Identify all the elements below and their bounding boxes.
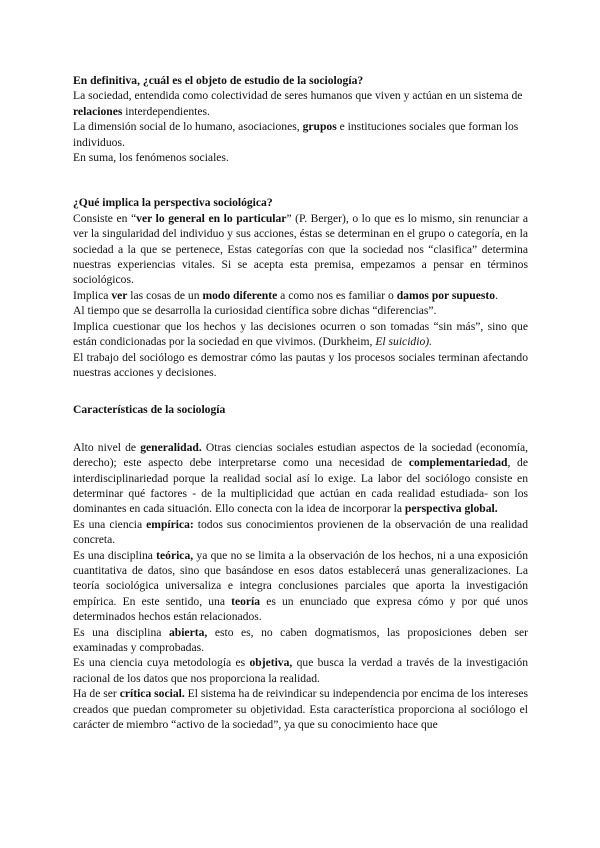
section-heading-object-of-study: En definitiva, ¿cuál es el objeto de estudio de la sociología? — [73, 74, 364, 87]
text: , de interdisciplinariedad porque la realidad social así lo exige. La labor del sociólogo consiste en determinar qué factores - de la multiplicidad que actúan en cada realidad estudiada- son los dominantes en cada situación. Ello conecta con la idea de incorporar la — [73, 456, 528, 516]
text: La sociedad, entendida como colectividad de seres humanos que viven y actúan en un sistema de — [73, 89, 523, 103]
bold-term: generalidad. — [140, 440, 202, 454]
paragraph — [73, 440, 528, 517]
bold-term: perspectiva global. — [404, 502, 498, 516]
paragraph — [73, 625, 528, 656]
text: todos sus conocimientos provienen de la observación de una realidad concreta. — [73, 517, 528, 547]
paragraph — [73, 319, 528, 350]
document-body — [73, 73, 528, 732]
italic-citation: El suicidio). — [375, 335, 433, 349]
text: a como nos es familiar o — [277, 288, 397, 302]
paragraph: En suma, los fenómenos sociales. — [73, 151, 229, 165]
text: es un enunciado que expresa cómo y por qué unos determinados hechos están relacionados. — [73, 594, 528, 624]
bold-term: teórica, — [156, 548, 194, 562]
paragraph: El trabajo del sociólogo es demostrar cómo las pautas y los procesos sociales terminan afectando nuestras acciones y decisiones. — [73, 350, 528, 379]
paragraph: Al tiempo que se desarrolla la curiosidad científica sobre dichas “diferencias”. — [73, 304, 437, 318]
text: Es una ciencia — [73, 517, 147, 531]
bold-term: teoría — [231, 594, 261, 608]
text: Es una disciplina — [73, 625, 169, 639]
text: Es una ciencia cuya metodología es — [73, 656, 250, 670]
paragraph — [73, 119, 528, 150]
bold-term: ver lo general en lo particular — [136, 211, 287, 225]
paragraph — [73, 517, 528, 548]
paragraph — [73, 288, 528, 303]
bold-term: ver — [111, 288, 128, 302]
text: ” (P. Berger), o lo que es lo mismo, sin renunciar a ver la singularidad del individuo y sus acciones, éstas se determinan en el grupo o categoría, en la sociedad a la que se pertenece, Estas categorías con que la sociedad nos “clasifica” determina nuestras experiencias vitales. Si se acepta esta premisa, empezamos a pensar en términos sociológicos. — [73, 211, 528, 287]
text: La dimensión social de lo humano, asociaciones, — [73, 120, 303, 134]
text: las cosas de un — [127, 288, 203, 302]
text: Ha de ser — [73, 687, 120, 701]
text: . — [495, 288, 498, 302]
bold-term: damos por supuesto — [396, 288, 496, 302]
paragraph — [73, 655, 528, 686]
bold-term: relaciones — [73, 104, 123, 118]
text: e instituciones sociales que forman los individuos. — [73, 120, 519, 149]
bold-term: abierta, — [168, 625, 208, 639]
section-heading-characteristics: Características de la sociología — [73, 403, 226, 417]
text: Implica cuestionar que los hechos y las decisiones ocurren o son tomadas “sin más”, sino que están condicionadas por la sociedad en que vivimos. (Durkheim, — [73, 319, 528, 349]
section-heading-sociological-perspective: ¿Qué implica la perspectiva sociológica? — [73, 196, 273, 210]
bold-term: grupos — [302, 120, 337, 134]
text: que busca la verdad a través de la investigación racional de los datos que nos proporciona la realidad. — [73, 656, 528, 685]
text: Es una disciplina — [73, 548, 157, 562]
paragraph — [73, 686, 528, 732]
text: Implica — [73, 288, 112, 302]
paragraph — [73, 88, 528, 119]
spacer — [73, 380, 528, 402]
bold-term: crítica social. — [119, 687, 185, 701]
text: El sistema ha de reivindicar su independencia por encima de los intereses creados que puedan comprometer su objetividad. Esta característica proporciona al sociólogo el carácter de miembro “activo de la sociedad”, ya que su conocimiento hace que — [73, 687, 529, 732]
text: ya que no se limita a la observación de los hechos, ni a una exposición cuantitativa de datos, sino que basándose en esos datos establecerá unas generalizaciones. La teoría sociológica universaliza e integra conclusiones parciales que aporta la investigación empírica. En este sentido, una — [73, 548, 528, 608]
text: Consiste en “ — [73, 211, 137, 225]
text: Alto nivel de — [73, 440, 141, 454]
text: esto es, no caben dogmatismos, las proposiciones deben ser examinadas y comprobadas. — [73, 625, 529, 654]
text: Otras ciencias sociales estudian aspectos de la sociedad (economía, derecho); este aspecto debe interpretarse como una necesidad de — [73, 440, 528, 470]
bold-term: objetiva, — [249, 656, 293, 670]
paragraph — [73, 548, 528, 625]
paragraph — [73, 211, 528, 288]
spacer — [73, 165, 528, 195]
spacer — [73, 418, 528, 440]
bold-term: empírica: — [146, 517, 194, 531]
bold-term: complementariedad — [408, 456, 508, 470]
bold-term: modo diferente — [202, 288, 278, 302]
text: interdependientes. — [122, 104, 210, 118]
